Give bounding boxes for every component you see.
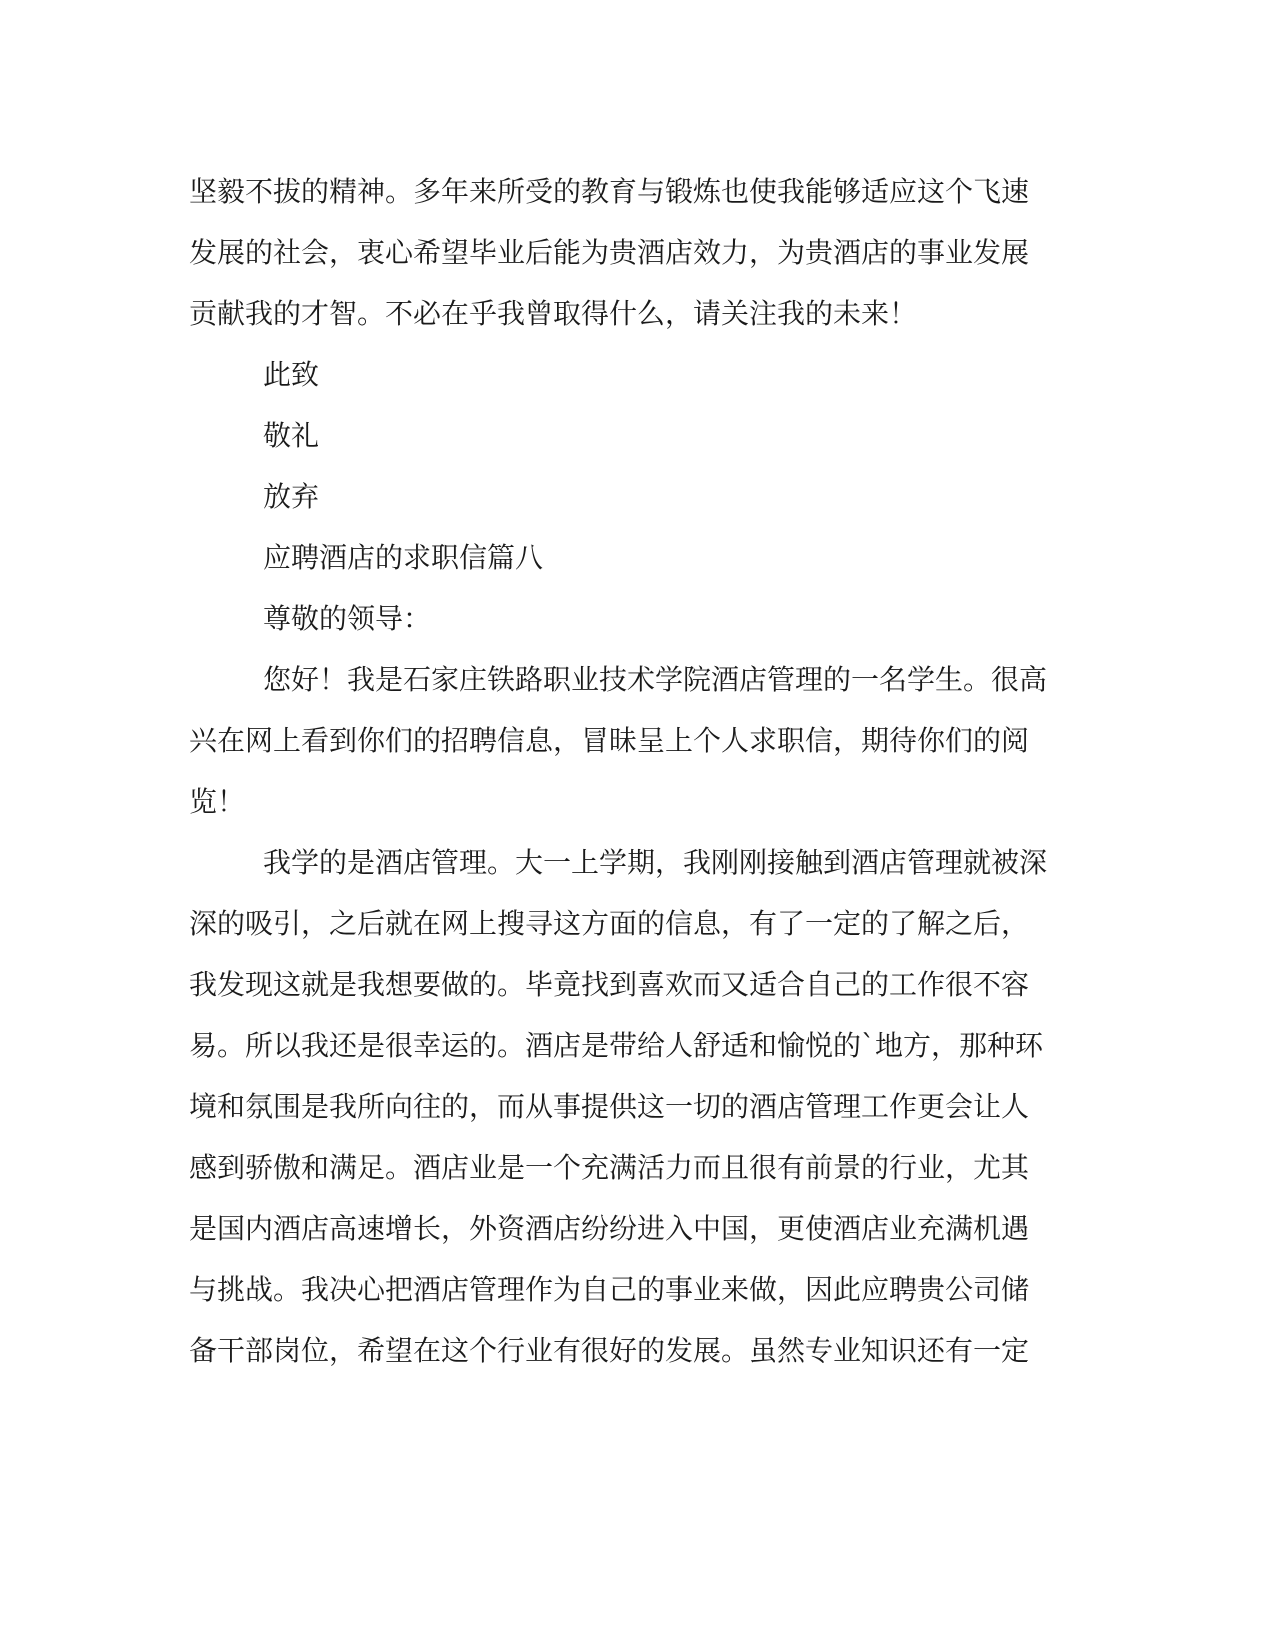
salutation-line: 敬礼: [263, 419, 320, 452]
text-line: 易。所以我还是很幸运的。酒店是带给人舒适和愉悦的`地方，那种环: [189, 1029, 1044, 1062]
text-line: 我发现这就是我想要做的。毕竟找到喜欢而又适合自己的工作很不容: [189, 968, 1030, 1001]
text-line: 兴在网上看到你们的招聘信息，冒昧呈上个人求职信，期待你们的阅: [189, 724, 1030, 757]
text-line: 境和氛围是我所向往的，而从事提供这一切的酒店管理工作更会让人: [189, 1090, 1030, 1123]
text-line: 备干部岗位，希望在这个行业有很好的发展。虽然专业知识还有一定: [189, 1334, 1030, 1367]
letter-body: [189, 161, 1069, 1381]
text-line: 感到骄傲和满足。酒店业是一个充满活力而且很有前景的行业，尤其: [189, 1151, 1030, 1184]
text-line: 您好！我是石家庄铁路职业技术学院酒店管理的一名学生。很高: [263, 663, 1048, 696]
text-line: 与挑战。我决心把酒店管理作为自己的事业来做，因此应聘贵公司储: [189, 1273, 1030, 1306]
text-line: 我学的是酒店管理。大一上学期，我刚刚接触到酒店管理就被深: [263, 846, 1048, 879]
section-heading: 应聘酒店的求职信篇八: [263, 541, 544, 574]
text-line: 是国内酒店高速增长，外资酒店纷纷进入中国，更使酒店业充满机遇: [189, 1212, 1030, 1245]
text-line: 发展的社会，衷心希望毕业后能为贵酒店效力，为贵酒店的事业发展: [189, 236, 1030, 269]
signature-line: 放弃: [263, 480, 320, 513]
text-line: 览！: [189, 785, 246, 818]
salutation-line: 此致: [263, 358, 320, 391]
text-line: 坚毅不拔的精神。多年来所受的教育与锻炼也使我能够适应这个飞速: [189, 175, 1030, 208]
greeting-line: 尊敬的领导：: [263, 602, 432, 635]
text-line: 贡献我的才智。不必在乎我曾取得什么，请关注我的未来！: [189, 297, 918, 330]
text-line: 深的吸引，之后就在网上搜寻这方面的信息，有了一定的了解之后，: [189, 907, 1030, 940]
